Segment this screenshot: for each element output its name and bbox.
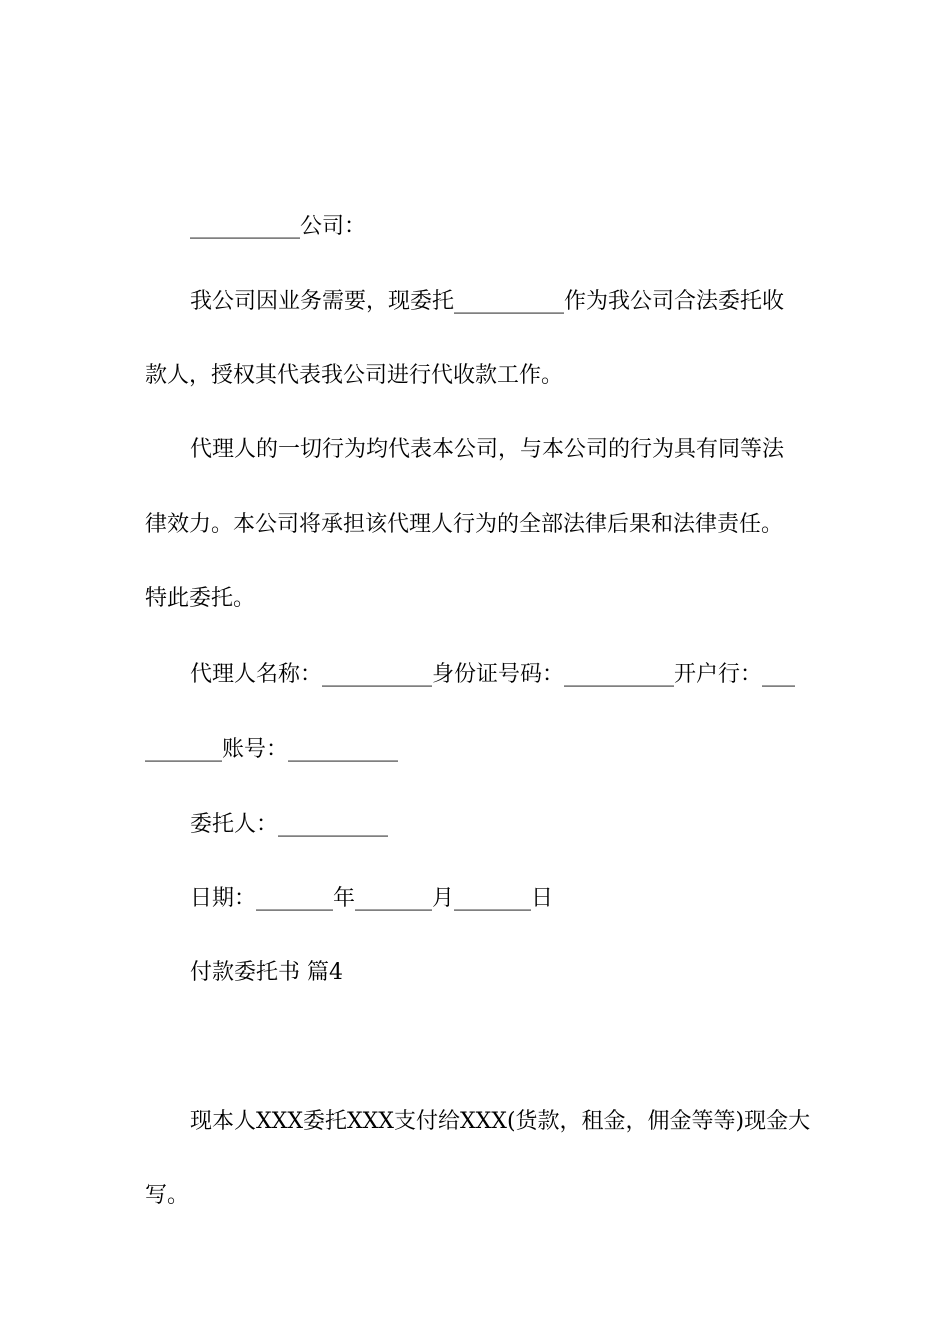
section-title: 付款委托书 篇4	[190, 960, 343, 985]
paragraph-line: 我公司因业务需要，现委托__________作为我公司合法委托收	[190, 289, 785, 314]
addressee-line: __________公司：	[190, 214, 367, 239]
paragraph-line: 特此委托。	[145, 586, 256, 611]
paragraph-line: 写。	[145, 1183, 190, 1208]
paragraph-line: 代理人的一切行为均代表本公司，与本公司的行为具有同等法	[190, 437, 785, 462]
paragraph-line: 款人，授权其代表我公司进行代收款工作。	[145, 363, 564, 388]
agent-info-line: _______账号：__________	[145, 737, 399, 762]
paragraph-line: 现本人XXX委托XXX支付给XXX(货款，租金，佣金等等)现金大	[190, 1109, 811, 1134]
paragraph-line: 律效力。本公司将承担该代理人行为的全部法律后果和法律责任。	[145, 512, 784, 537]
principal-line: 委托人：__________	[190, 812, 389, 837]
date-line: 日期：_______年_______月_______日	[190, 886, 554, 911]
agent-info-line: 代理人名称：__________身份证号码：__________开户行：___	[190, 662, 796, 687]
